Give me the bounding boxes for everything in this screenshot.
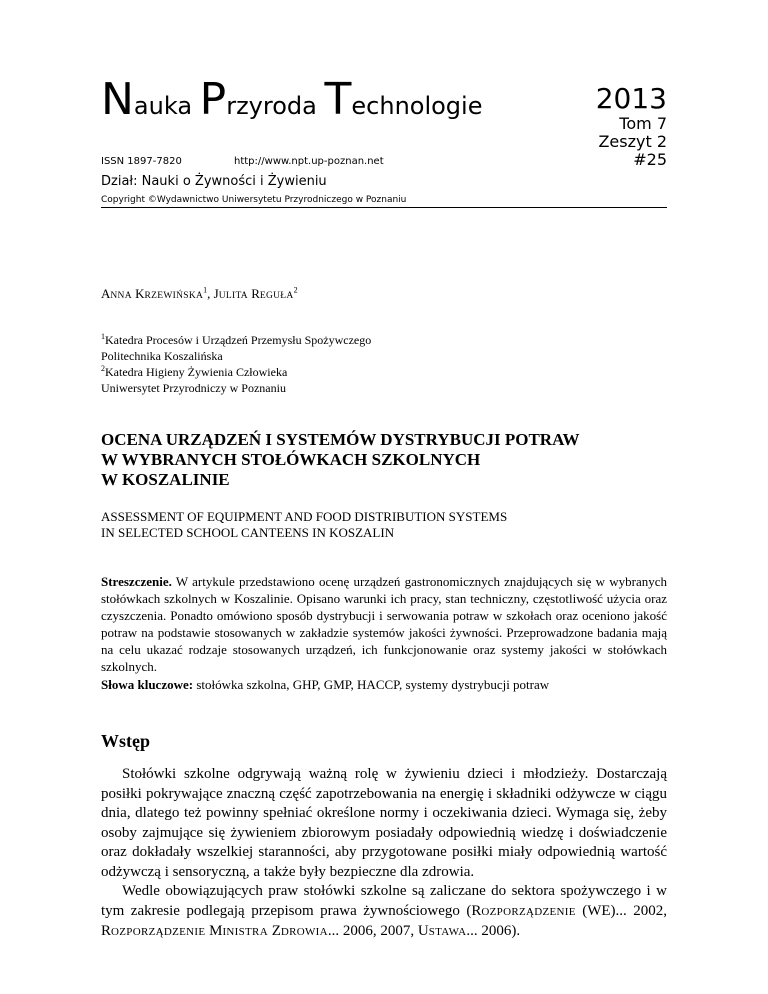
citation: USTAWA	[417, 923, 467, 939]
authors	[101, 286, 298, 302]
article-title-pl	[101, 430, 667, 490]
keywords-text: stołówka szkolna, GHP, GMP, HACCP, systemy dystrybucji potraw	[193, 677, 550, 692]
article-title-en	[101, 509, 667, 541]
affiliation-line: Uniwersytet Przyrodniczy w Poznaniu	[101, 381, 286, 395]
keywords-label: Słowa kluczowe:	[101, 677, 194, 692]
issn: ISSN 1897-7820	[101, 156, 182, 167]
affiliation-line: $^1$Katedra Procesów i Urządzeń Przemysłu Spożywczego	[101, 332, 372, 347]
affiliations	[101, 332, 371, 396]
journal-title-cap: N	[101, 74, 134, 125]
intro-body	[101, 765, 667, 943]
issue-number: Zeszyt 2	[598, 132, 667, 152]
journal-title-cap: T	[324, 74, 352, 125]
section-label: Dział: Nauki o Żywności i Żywieniu	[101, 174, 327, 189]
affiliation-line: $^2$Katedra Higieny Żywienia Człowieka	[101, 364, 288, 379]
citation: ROZPORZĄDZENIE	[471, 902, 576, 919]
issue-year: 2013	[595, 82, 667, 115]
author: JULITA REGUŁA$^2$	[213, 285, 298, 301]
title-line: W WYBRANYCH STOŁÓWKACH SZKOLNYCH	[101, 450, 481, 469]
issue-sequence: #25	[633, 150, 667, 170]
author: ANNA KRZEWIŃSKA$^1$,	[101, 285, 214, 301]
title-line: IN SELECTED SCHOOL CANTEENS IN KOSZALIN	[101, 525, 395, 540]
citation: ROZPORZĄDZENIE MINISTRA ZDROWIA	[101, 923, 328, 939]
journal-title-word: auka	[133, 92, 193, 120]
paragraph: Stołówki szkolne odgrywają ważną rolę w żywieniu dzieci i młodzieży. Dostarczają posiłki pokrywające znaczną część zapotrzebowania na energię i składniki odżywcze w ciągu dnia, dlatego też powinny spełniać określone normy i oczekiwania dzieci. Wymaga się, żeby osoby zajmujące się żywieniem zbiorowym posiadały odpowiednią wiedzę i doświadczenie oraz dokładały wszelkiej staranności, aby przygotowane posiłki miały odpowiednią wartość odżywczą i sensoryczną, a także były bezpieczne dla zdrowia.	[101, 766, 667, 880]
abstract	[101, 573, 667, 675]
keywords	[101, 677, 667, 693]
abstract-label: Streszczenie.	[101, 574, 172, 589]
header-rule	[101, 207, 667, 208]
journal-url: http://www.npt.up-poznan.net	[234, 156, 384, 167]
journal-title-word: rzyroda	[226, 92, 317, 120]
journal-title	[101, 74, 483, 125]
affiliation-line: Politechnika Koszalińska	[101, 349, 223, 363]
section-heading: Wstęp	[101, 731, 150, 751]
issue-info	[596, 84, 667, 169]
title-line: OCENA URZĄDZEŃ I SYSTEMÓW DYSTRYBUCJI POTRAW	[101, 430, 580, 449]
journal-title-word: echnologie	[351, 92, 483, 120]
paragraph: Wedle obowiązujących praw stołówki szkolne są zaliczane do sektora spożywczego i w tym zakresie podlegają przepisom prawa żywnościowego (ROZPORZĄDZENIE (WE)... 2002, ROZPORZĄDZENIE MINISTRA ZDROWIA... 2006, 2007, USTAWA... 2006).	[101, 883, 667, 939]
issue-volume: Tom 7	[619, 114, 667, 134]
title-line: W KOSZALINIE	[101, 470, 230, 489]
journal-title-cap: P	[199, 74, 227, 125]
copyright: Copyright ©Wydawnictwo Uniwersytetu Przyrodniczego w Poznaniu	[101, 195, 407, 205]
title-line: ASSESSMENT OF EQUIPMENT AND FOOD DISTRIBUTION SYSTEMS	[101, 509, 508, 524]
abstract-text: W artykule przedstawiono ocenę urządzeń gastronomicznych znajdujących się w wybranych stołówkach szkolnych w Koszalinie. Opisano warunki ich pracy, stan techniczny, częstotliwość użycia oraz czyszczenia. Ponadto omówiono sposób dystrybucji i serwowania potraw w szkołach oraz oceniono jakość potraw na podstawie stosowanych w zakładzie systemów jakości żywności. Przeprowadzone badania mają na celu ukazać rodzaje stosowanych urządzeń, ich funkcjonowanie oraz systemy jakości w stołówkach szkolnych.	[101, 574, 667, 674]
